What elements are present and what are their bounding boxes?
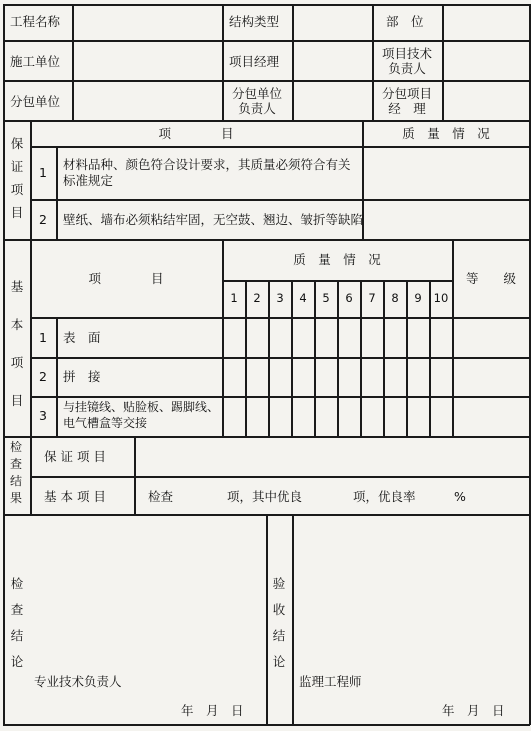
quality-col-2: 2: [253, 291, 261, 305]
construction-unit-label: 施工单位: [10, 54, 61, 69]
basic-item-text: 拼 接: [63, 369, 101, 384]
rule: [3, 4, 530, 6]
subcontract-pm-label: 分包项目: [381, 86, 432, 101]
rule: [292, 4, 294, 121]
project-tech-lead-label-2: 负责人: [388, 61, 426, 76]
rule: [134, 476, 136, 515]
project-name-label: 工程名称: [10, 14, 61, 29]
rule: [56, 317, 58, 437]
result-guarantee-label: 保 证 项 目: [44, 449, 106, 464]
basic-item-header: 项 目: [88, 271, 164, 286]
basic-item-text: 表 面: [63, 330, 101, 345]
result-percent-sign: %: [454, 489, 466, 504]
check-conclusion-side-label: 检查结论: [10, 576, 24, 669]
guarantee-item-no: 2: [39, 212, 47, 227]
guarantee-item-header: 项 目: [158, 126, 234, 141]
guarantee-item-text: 材料品种、颜色符合设计要求，其质量必须符合有关: [63, 157, 351, 172]
rule: [30, 199, 530, 201]
rule: [30, 317, 530, 319]
result-check-label: 检查: [148, 489, 174, 504]
project-manager-label: 项目经理: [229, 54, 280, 69]
supervisor-label: 监理工程师: [299, 674, 362, 689]
result-basic-label: 基 本 项 目: [44, 489, 106, 504]
guarantee-item-text: 壁纸、墙布必须粘结牢固，无空鼓、翘边、皱折等缺陷: [63, 212, 364, 227]
rule: [3, 436, 530, 438]
guarantee-item-text-2: 标准规定: [63, 173, 114, 188]
rule: [134, 436, 136, 477]
rule: [442, 4, 444, 121]
structure-type-label: 结构类型: [229, 14, 280, 29]
quality-col-1: 1: [230, 291, 238, 305]
rule: [3, 80, 530, 82]
part-label: 部 位: [386, 14, 424, 29]
rule: [529, 4, 531, 725]
basic-item-text: 与挂镜线、贴脸板、踢脚线、: [63, 400, 220, 414]
rule: [72, 4, 74, 121]
guarantee-side-label: 保证项目: [10, 136, 24, 220]
basic-quality-header: 质 量 情 况: [293, 252, 381, 267]
quality-col-9: 9: [414, 291, 422, 305]
quality-col-6: 6: [345, 291, 353, 305]
basic-side-label: 基本项目: [10, 279, 24, 408]
basic-item-no: 2: [39, 369, 47, 384]
subcontract-lead-label: 分包单位: [231, 86, 282, 101]
accept-conclusion-side-label: 验收结论: [272, 576, 286, 669]
result-excellent-label: 项，其中优良: [227, 489, 303, 504]
quality-col-10: 10: [433, 291, 449, 305]
rule: [30, 396, 530, 398]
result-rate-label: 项，优良率: [353, 489, 416, 504]
quality-col-8: 8: [391, 291, 399, 305]
rule: [30, 146, 530, 148]
basic-item-no: 1: [39, 330, 47, 345]
quality-col-3: 3: [276, 291, 284, 305]
rule: [3, 40, 530, 42]
basic-item-no: 3: [39, 408, 47, 423]
rule: [56, 146, 58, 240]
rule: [266, 514, 268, 725]
rule: [452, 239, 454, 437]
rule: [30, 436, 32, 515]
quality-col-5: 5: [322, 291, 330, 305]
rule: [3, 120, 530, 122]
rule: [30, 476, 530, 478]
rule: [222, 239, 224, 437]
rule: [3, 4, 5, 725]
basic-grade-header: 等 级: [465, 271, 516, 286]
subcontract-pm-label-2: 经 理: [388, 101, 426, 116]
result-side-label: 检查结果: [9, 440, 22, 505]
guarantee-quality-header: 质 量 情 况: [402, 126, 490, 141]
date-right-label: 年 月 日: [442, 703, 505, 718]
quality-col-7: 7: [368, 291, 376, 305]
tech-lead-label: 专业技术负责人: [34, 674, 122, 689]
basic-item-text-2: 电气槽盒等交接: [63, 416, 148, 430]
subcontract-unit-label: 分包单位: [10, 94, 61, 109]
rule: [3, 239, 530, 241]
rule: [30, 357, 530, 359]
rule: [292, 514, 294, 725]
guarantee-item-no: 1: [39, 165, 47, 180]
subcontract-lead-label-2: 负责人: [238, 101, 276, 116]
quality-col-4: 4: [299, 291, 307, 305]
project-tech-lead-label: 项目技术: [381, 46, 432, 61]
date-left-label: 年 月 日: [181, 703, 244, 718]
